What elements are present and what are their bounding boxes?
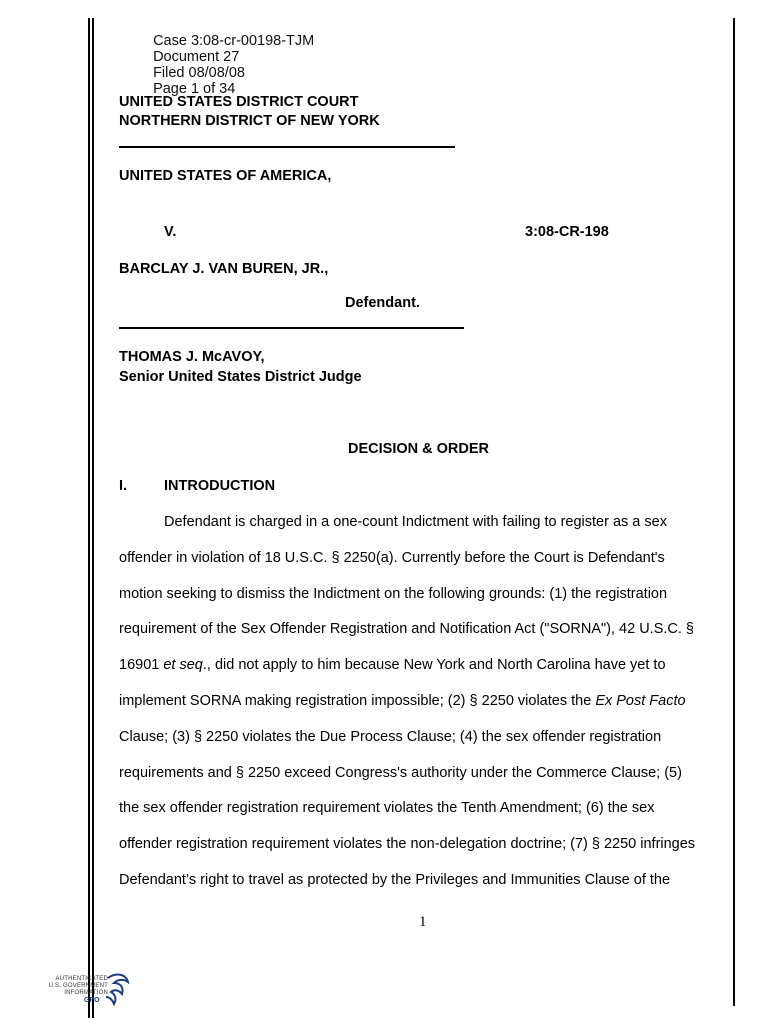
gpo-authentication-seal [44, 970, 134, 1010]
eagle-icon [102, 970, 132, 1010]
body-line-5-a: 16901 [119, 657, 164, 673]
judge-name: THOMAS J. McAVOY, [119, 349, 265, 365]
margin-rule-left-inner [92, 18, 94, 1018]
caption-rule-bottom [119, 327, 464, 329]
judge-title: Senior United States District Judge [119, 369, 362, 385]
body-line-10: offender registration requirement violates the non-delegation doctrine; (7) § 2250 infringes [119, 836, 696, 852]
plaintiff: UNITED STATES OF AMERICA, [119, 168, 332, 184]
body-line-2: offender in violation of 18 U.S.C. § 2250(a). Currently before the Court is Defendant's [119, 550, 665, 566]
seal-line-2: U.S. GOVERNMENT [48, 983, 108, 989]
header-case: Case 3:08-cr-00198-TJM [153, 33, 315, 49]
body-line-9: the sex offender registration requirement violates the Tenth Amendment; (6) the sex [119, 800, 655, 816]
body-line-5-c: ., did not apply to him because New York and North Carolina have yet to [202, 657, 666, 673]
versus: V. [164, 224, 177, 240]
defendant-name: BARCLAY J. VAN BUREN, JR., [119, 261, 329, 277]
body-line-4: requirement of the Sex Offender Registration and Notification Act ("SORNA"), 42 U.S.C. § [119, 621, 694, 637]
body-line-11: Defendant’s right to travel as protected by the Privileges and Immunities Clause of the [119, 872, 671, 888]
defendant-label: Defendant. [345, 295, 420, 311]
header-document: Document 27 [153, 49, 240, 65]
seal-line-3: INFORMATION [64, 990, 108, 996]
body-line-8: requirements and § 2250 exceed Congress's authority under the Commerce Clause; (5) [119, 765, 682, 781]
body-line-6-italic: Ex Post Facto [595, 693, 686, 709]
header-page: Page 1 of 34 [153, 81, 236, 97]
body-line-5 [119, 657, 666, 673]
caption-rule-top [119, 146, 455, 148]
court-district: NORTHERN DISTRICT OF NEW YORK [119, 113, 380, 129]
section-heading: INTRODUCTION [164, 478, 276, 494]
header-filed: Filed 08/08/08 [153, 65, 245, 81]
body-line-3: motion seeking to dismiss the Indictment on the following grounds: (1) the registration [119, 586, 668, 602]
seal-mark: GPO [84, 997, 100, 1004]
section-number: I. [119, 478, 128, 494]
body-line-1: Defendant is charged in a one-count Indictment with failing to register as a sex [164, 514, 667, 530]
margin-rule-left [88, 18, 90, 1018]
body-line-5-italic: et seq [163, 657, 203, 673]
case-number: 3:08-CR-198 [525, 224, 609, 240]
margin-rule-right [733, 18, 735, 1006]
body-line-7: Clause; (3) § 2250 violates the Due Process Clause; (4) the sex offender registration [119, 729, 662, 745]
body-line-6 [119, 693, 686, 709]
document-title: DECISION & ORDER [348, 441, 489, 457]
court-name: UNITED STATES DISTRICT COURT [119, 94, 359, 110]
filing-header [145, 17, 328, 97]
seal-line-1: AUTHENTICATED [55, 976, 108, 982]
page-number: 1 [419, 914, 427, 930]
body-line-6-a: implement SORNA making registration impossible; (2) § 2250 violates the [119, 693, 596, 709]
